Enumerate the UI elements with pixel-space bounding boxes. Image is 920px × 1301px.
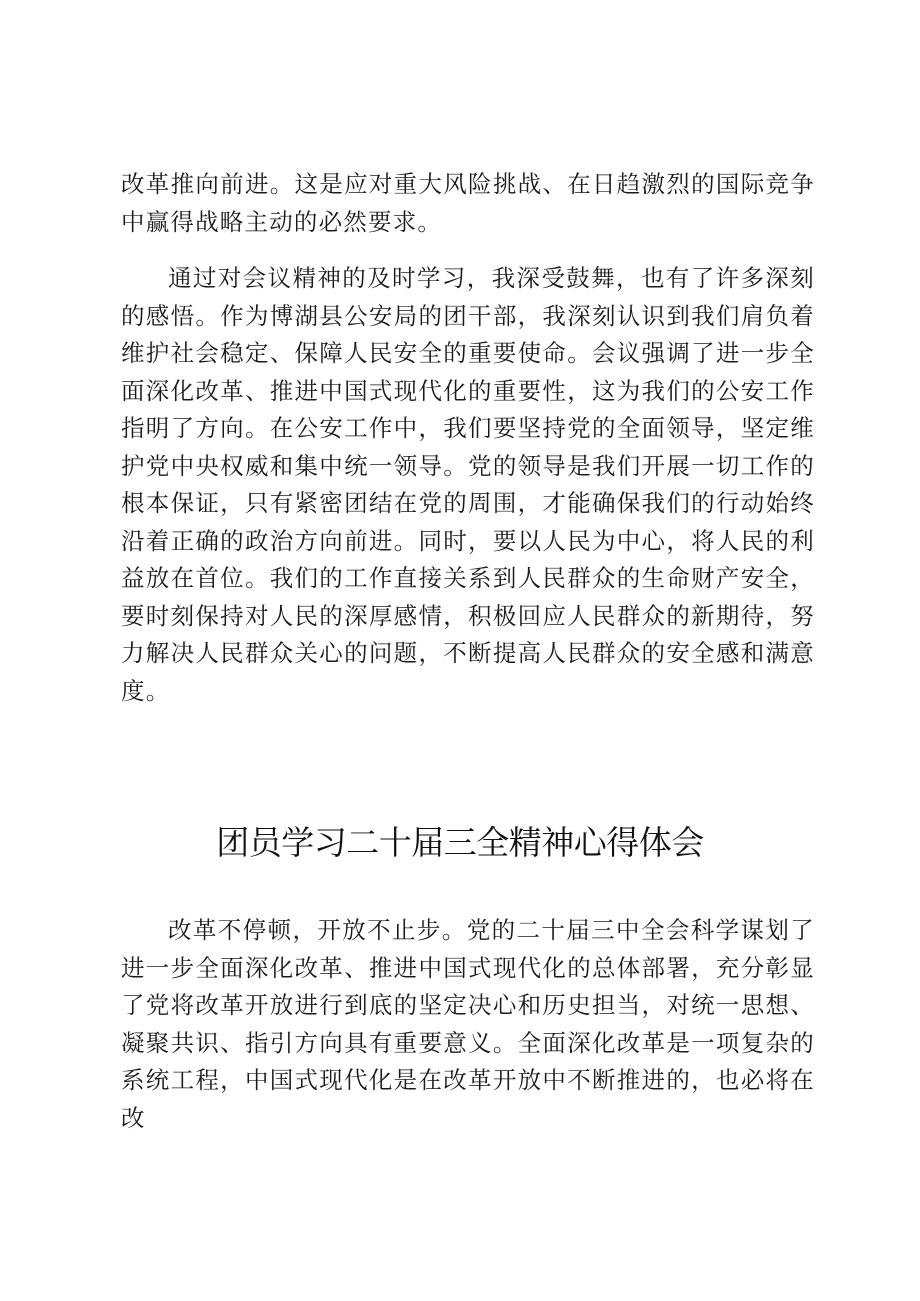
section-title: 团员学习二十届三全精神心得体会 — [216, 823, 704, 862]
continuation-paragraph: 改革推向前进。这是应对重大风险挑战、在日趋激烈的国际竞争中赢得战略主动的必然要求。 — [121, 170, 815, 236]
body-paragraph-reflection: 通过对会议精神的及时学习，我深受鼓舞，也有了许多深刻的感悟。作为博湖县公安局的团干部，我深刻认识到我们肩负着维护社会稳定、保障人民安全的重要使命。会议强调了进一步全面深化改革、推进中国式现代化的重要性，这为我们的公安工作指明了方向。在公安工作中，我们要坚持党的全面领导，坚定维护党中央权威和集中统一领导。党的领导是我们开展一切工作的根本保证，只有紧密团结在党的周围，才能确保我们的行动始终沿着正确的政治方向前进。同时，要以人民为中心，将人民的利益放在首位。我们的工作直接关系到人民群众的生命财产安全，要时刻保持对人民的深厚感情，积极回应人民群众的新期待，努力解决人民群众关心的问题，不断提高人民群众的安全感和满意度。 — [121, 264, 815, 705]
body-paragraph-reform: 改革不停顿，开放不止步。党的二十届三中全会科学谋划了进一步全面深化改革、推进中国式现代化的总体部署，充分彰显了党将改革开放进行到底的坚定决心和历史担当，对统一思想、凝聚共识、指引方向具有重要意义。全面深化改革是一项复杂的系统工程，中国式现代化是在改革开放中不断推进的，也必将在改 — [121, 916, 815, 1132]
